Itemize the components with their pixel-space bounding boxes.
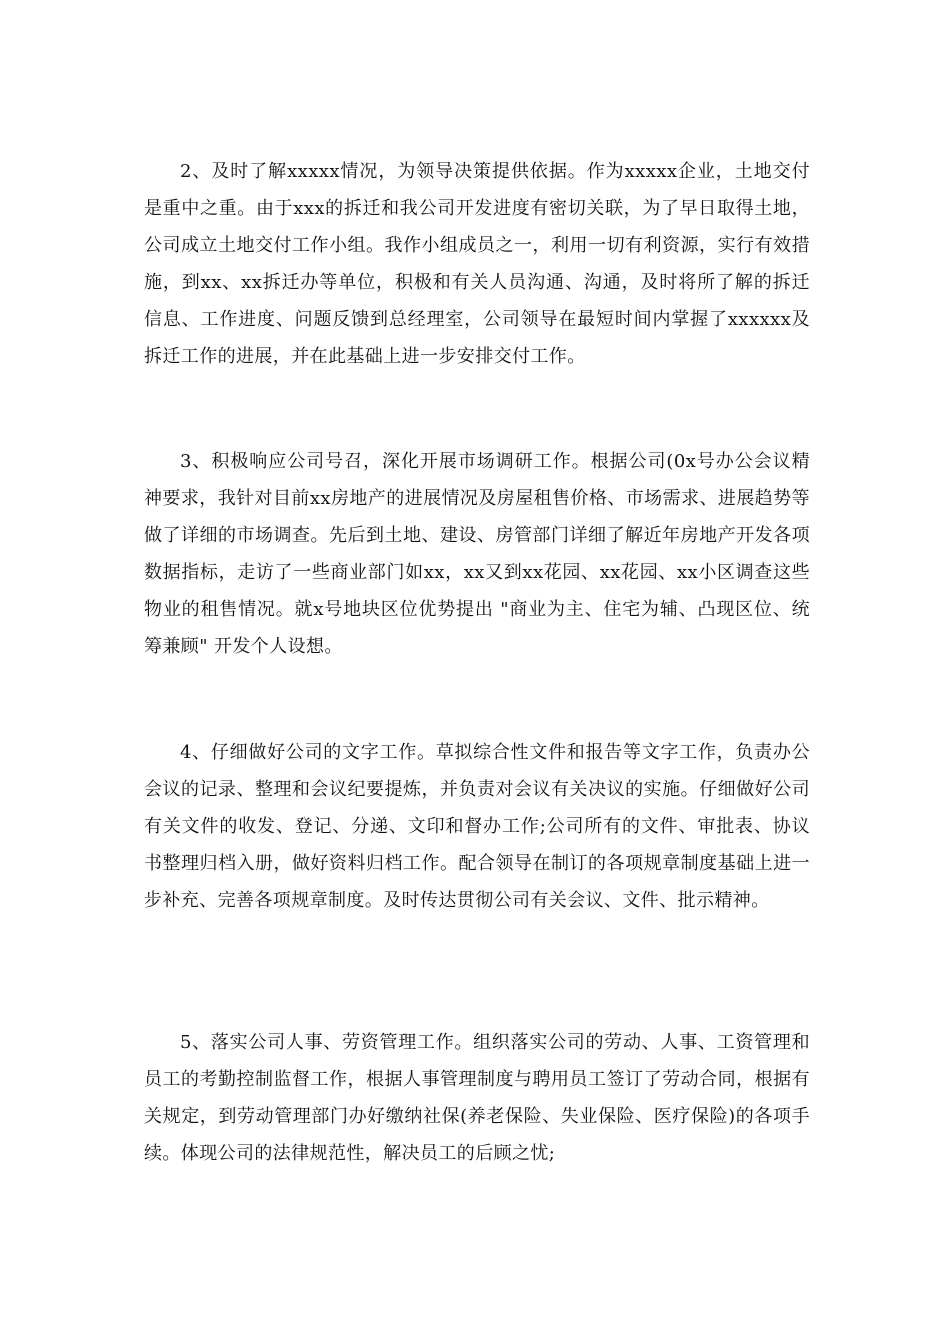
paragraph-item-4: 4、仔细做好公司的文字工作。草拟综合性文件和报告等文字工作，负责办公会议的记录、整理和会议纪要提炼，并负责对会议有关决议的实施。仔细做好公司有关文件的收发、登记、分递、文印和督办工作;公司所有的文件、审批表、协议书整理归档入册，做好资料归档工作。配合领导在制订的各项规章制度基础上进一步补充、完善各项规章制度。及时传达贯彻公司有关会议、文件、批示精神。: [144, 742, 810, 911]
paragraph-item-2: 2、及时了解xxxxx情况，为领导决策提供依据。作为xxxxx企业，土地交付是重中之重。由于xxx的拆迁和我公司开发进度有密切关联，为了早日取得土地，公司成立土地交付工作小组。我作小组成员之一，利用一切有利资源，实行有效措施，到xx、xx拆迁办等单位，积极和有关人员沟通、沟通，及时将所了解的拆迁信息、工作进度、问题反馈到总经理室，公司领导在最短时间内掌握了xxxxxx及拆迁工作的进展，并在此基础上进一步安排交付工作。: [144, 161, 810, 367]
paragraph-item-3: 3、积极响应公司号召，深化开展市场调研工作。根据公司(0x号办公会议精神要求，我针对目前xx房地产的进展情况及房屋租售价格、市场需求、进展趋势等做了详细的市场调查。先后到土地、建设、房管部门详细了解近年房地产开发各项数据指标，走访了一些商业部门如xx，xx又到xx花园、xx花园、xx小区调查这些物业的租售情况。就x号地块区位优势提出 "商业为主、住宅为辅、凸现区位、统筹兼顾" 开发个人设想。: [144, 451, 810, 657]
paragraph-item-5: 5、落实公司人事、劳资管理工作。组织落实公司的劳动、人事、工资管理和员工的考勤控制监督工作，根据人事管理制度与聘用员工签订了劳动合同，根据有关规定，到劳动管理部门办好缴纳社保(养老保险、失业保险、医疗保险)的各项手续。体现公司的法律规范性，解决员工的后顾之忧;: [144, 1032, 810, 1164]
